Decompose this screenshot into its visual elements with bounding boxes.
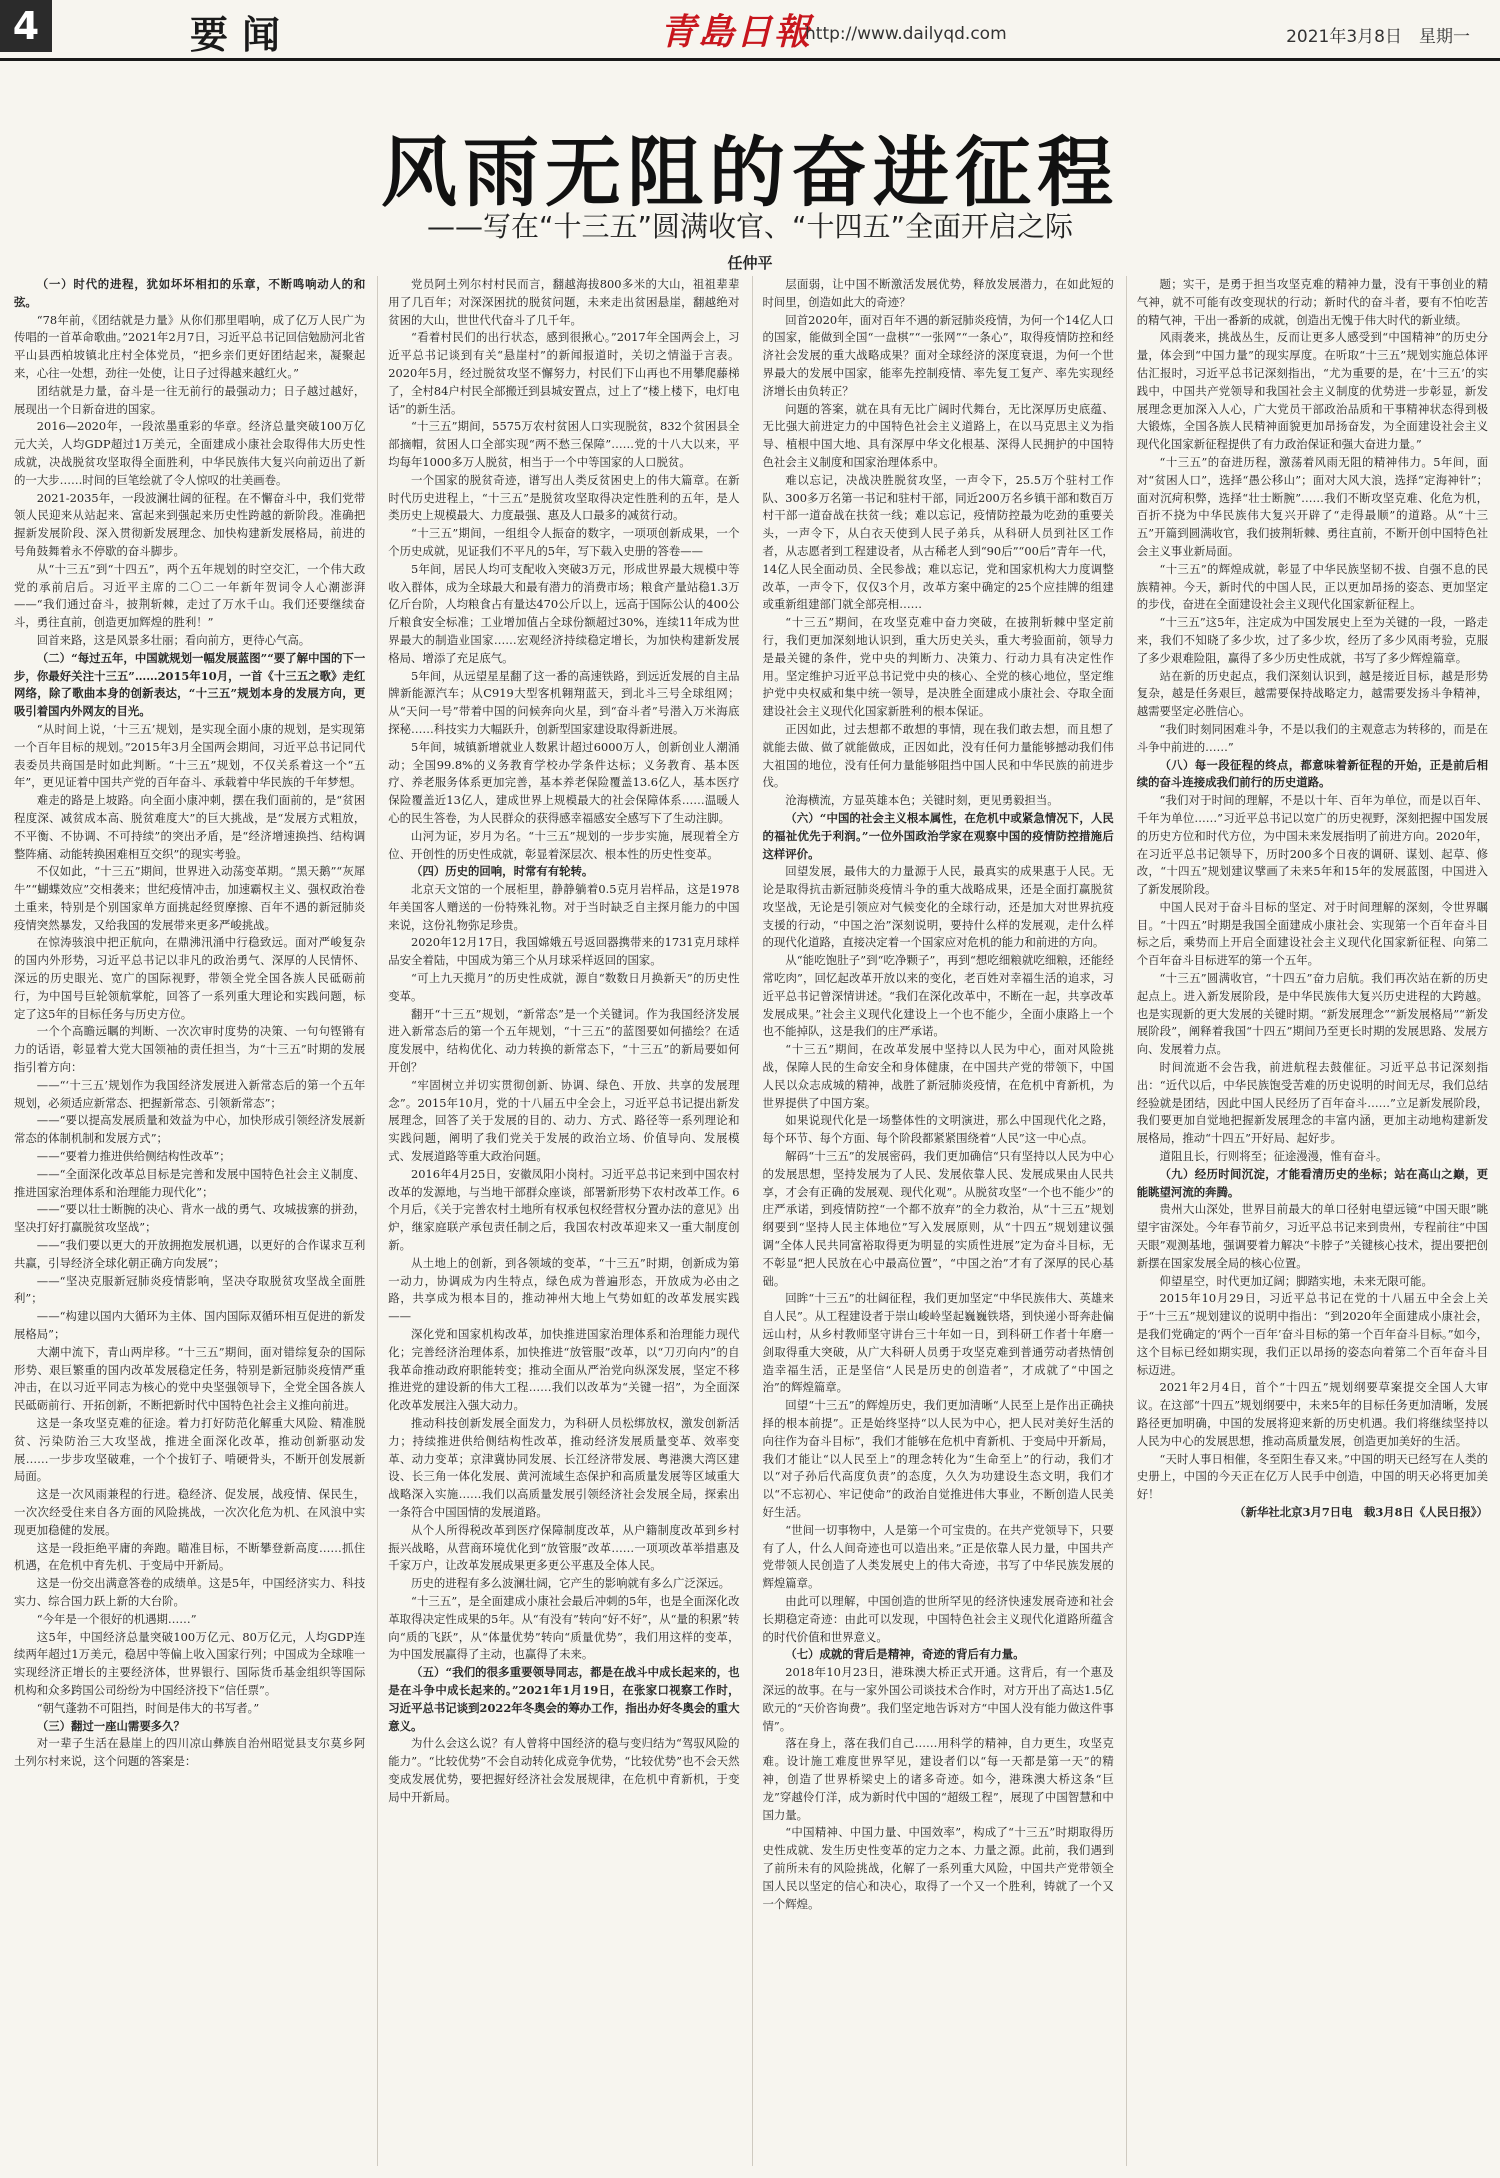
section-heading-paragraph: （三）翻过一座山需要多久？ — [36, 1718, 185, 1733]
body-paragraph: 5年间，从远望星星翻了这一番的高速铁路，到远近发展的自主品牌新能源汽车；从C919大型客机翱翔蓝天，到北斗三号全球组网；从“天问一号”带着中国的问候奔向火星，到“奋斗者”号潜入万米海底探秘……科技实力大幅跃升，创新型国家建设取得新进展。 — [388, 668, 740, 736]
subheadline: ——写在“十三五”圆满收官、“十四五”全面开启之际 — [426, 210, 1074, 243]
body-paragraph: 从“十三五”到“十四五”，两个五年规划的时空交汇，一个伟大政党的承前启后。习近平主席的二〇二一年新年贺词令人心潮澎湃——“我们通过奋斗，披荆斩棘，走过了万水千山。我们还要继续奋斗，勇往直前，创造更加辉煌的胜利！” — [14, 561, 366, 630]
body-paragraph: “从时间上说，‘十三五’规划，是实现全面小康的规划，是实现第一个百年目标的规划。”2015年3月全国两会期间，习近平总书记同代表委员共商国是时如此判断。“十三五”规划，不仅关系着这一个“五年”，更见证着中国共产党的百年奋斗、承载着中华民族的千年梦想。 — [14, 721, 366, 790]
section-heading-paragraph: （一）时代的进程，犹如坏坏相扣的乐章，不断鸣响动人的和弦。 — [14, 277, 366, 309]
section-heading-paragraph: （六）“中国的社会主义根本属性，在危机中或紧急情况下，人民的福祉优先于利润。”一位外国政治学家在观察中国的疫情防控措施后这样评价。 — [762, 810, 1114, 861]
section-heading-paragraph: （二）“每过五年，中国就规划一幅发展蓝图”“要了解中国的下一步，你最好关注十三五”……2015年10月，一首《十三五之歌》走红网络，除了歌曲本身的创新表达，“十三五”规划本身的发展方向，更吸引着国内外网友的目光。 — [14, 650, 366, 719]
body-paragraph: 落在身上，落在我们自己……用科学的精神，自力更生，攻坚克难。设计施工难度世界罕见，建设者们以“每一天都是第一天”的精神，创造了世界桥梁史上的诸多奇迹。如今，港珠澳大桥这条“巨龙”穿越伶仃洋，成为新时代中国的“超级工程”，展现了中国智慧和中国力量。 — [762, 1736, 1114, 1822]
body-paragraph: 解码“十三五”的发展密码，我们更加确信“只有坚持以人民为中心的发展思想，坚持发展为了人民、发展依靠人民、发展成果由人民共享，才会有正确的发展观、现代化观”。从脱贫攻坚“一个也不能少”的庄严承诺，到疫情防控“一个都不放弃”的全力救治，从“十三五”规划纲要到“坚持人民主体地位”写入发展原则，从“十四五”规划建议强调“全体人民共同富裕取得更为明显的实质性进展”定为奋斗目标，无不彰显“把人民放在心中最高位置”，“中国之治”才有了深厚的民心基础。 — [762, 1149, 1114, 1288]
section-heading-paragraph: （五）“我们的很多重要领导同志，都是在战斗中成长起来的，也是在斗争中成长起来的。”2021年1月19日，在张家口视察工作时，习近平总书记谈到2022年冬奥会的筹办工作，指出办好冬奥会的重大意义。 — [388, 1665, 740, 1733]
body-paragraph: 回首2020年，面对百年不遇的新冠肺炎疫情，为何一个14亿人口的国家，能做到全国“一盘棋”“一张网”“一条心”，取得疫情防控和经济社会发展的重大战略成果？面对全球经济的深度衰退，为何一个世界最大的发展中国家，能率先控制疫情、率先复工复产、率先实现经济增长由负转正？ — [762, 312, 1114, 398]
body-paragraph: “天时人事日相催，冬至阳生春又来。”中国的明天已经写在人类的史册上，中国的今天正在亿万人民手中创造，中国的明天必将更加美好！ — [1136, 1451, 1488, 1502]
body-paragraph: ——“要以提高发展质量和效益为中心，加快形成引领经济发展新常态的体制机制和发展方式”； — [14, 1113, 366, 1146]
body-paragraph: 中国人民对于奋斗目标的坚定、对于时间理解的深刻，令世界瞩目。“十四五”时期是我国全面建成小康社会、实现第一个百年奋斗目标之后，乘势而上开启全面建设社会主义现代化国家新征程、向第二个百年奋斗目标进军的第一个五年。 — [1136, 899, 1488, 968]
body-paragraph: “今年是一个很好的机遇期……” — [36, 1611, 197, 1626]
body-paragraph: 难走的路是上坡路。向全面小康冲刺，摆在我们面前的，是“贫困程度深、减贫成本高、脱贫难度大”的巨大挑战，是“发展方式粗放，不平衡、不协调、不可持续”的突出矛盾，是“经济增速换挡、结构调整阵痛、动能转换困难相互交织”的现实考验。 — [14, 793, 366, 861]
body-paragraph: 仰望星空，时代更加辽阔；脚踏实地，未来无限可能。 — [1159, 1273, 1433, 1288]
body-paragraph: ——“‘十三五’规划作为我国经济发展进入新常态后的第一个五年规划，必须适应新常态、把握新常态、引领新常态”； — [14, 1077, 366, 1110]
author-byline: 任仲平 — [727, 254, 773, 272]
body-paragraph: ——“要着力推进供给侧结构性改革”； — [36, 1149, 231, 1164]
body-paragraph: 推动科技创新发展全面发力，为科研人员松绑放权，激发创新活力；持续推进供给侧结构性改革，推动经济发展质量变革、效率变革、动力变革；京津冀协同发展、长江经济带发展、粤港澳大湾区建设、长三角一体化发展、黄河流域生态保护和高质量发展等区域重大战略深入实施……我们以高质量发展引领经济社会发展全局，探索出一条符合中国国情的发展道路。 — [388, 1416, 740, 1519]
body-paragraph: 问题的答案，就在具有无比广阔时代舞台，无比深厚历史底蕴、无比强大前进定力的中国特色社会主义道路上，在以马克思主义为指导、植根中国大地、具有深厚中华文化根基、深得人民拥护的中国特色社会主义制度和国家治理体系中。 — [762, 401, 1114, 469]
section-heading-paragraph: （九）经历时间沉淀，才能看清历史的坐标；站在高山之巅，更能眺望河流的奔腾。 — [1136, 1166, 1488, 1199]
body-paragraph: 道阻且长，行则将至；征途漫漫，惟有奋斗。 — [1159, 1149, 1388, 1164]
body-paragraph: 回望“十三五”的辉煌历史，我们更加清晰“人民至上是作出正确抉择的根本前提”。正是始终坚持“以人民为中心，把人民对美好生活的向往作为奋斗目标”，我们才能够在危机中育新机、于变局中开新局，我们才能让“以人民至上”的理念转化为“生命至上”的行动，我们才以“对子孙后代高度负责”的态度，久久为功建设生态文明，我们才以“不忘初心、牢记使命”的政治自觉推进伟大事业，不断创造人民美好生活。 — [762, 1398, 1114, 1519]
body-paragraph: ——“构建以国内大循环为主体、国内国际双循环相互促进的新发展格局”； — [14, 1309, 366, 1342]
body-paragraph: 为什么会这么说？有人曾将中国经济的稳与变归结为“驾驭风险的能力”。“比较优势”不会自动转化成竞争优势，“比较优势”也不会天然变成发展优势，要把握好经济社会发展规律，在危机中育新机，于变局中开新局。 — [388, 1736, 740, 1804]
section-heading-paragraph: （四）历史的回响，时常有有轮转。 — [411, 864, 594, 879]
body-paragraph: 一个国家的脱贫奇迹，谱写出人类反贫困史上的伟大篇章。在新时代历史进程上，“十三五”是脱贫攻坚取得决定性胜利的五年，是人类历史上规模最大、力度最强、惠及人口最多的减贫行动。 — [388, 472, 740, 523]
body-paragraph: 团结就是力量，奋斗是一往无前行的最强动力；日子越过越好，展现出一个日新奋进的国家。 — [14, 383, 366, 416]
body-paragraph: 2020年12月17日，我国嫦娥五号返回器携带来的1731克月球样品安全着陆，中国成为第三个从月球采样返回的国家。 — [388, 935, 740, 968]
issue-date: 2021年3月8日 星期一 — [1286, 27, 1470, 47]
body-paragraph: ——“全面深化改革总目标是完善和发展中国特色社会主义制度、推进国家治理体系和治理能力现代化”； — [14, 1166, 366, 1199]
body-paragraph: 2015年10月29日，习近平总书记在党的十八届五中全会上关于“十三五”规划建议的说明中指出：“到2020年全面建成小康社会，是我们党确定的‘两个一百年’奋斗目标的第一个百年奋斗目标。”如今，这个目标已经如期实现，我们正以昂扬的姿态向着第二个百年奋斗目标迈进。 — [1136, 1291, 1488, 1377]
newspaper-logo: 青島日報 — [660, 11, 813, 53]
body-paragraph: 一个个高瞻远瞩的判断、一次次审时度势的决策、一句句铿锵有力的话语，彰显着大党大国领袖的责任担当，为“十三五”时期的发展指引着方向： — [14, 1024, 366, 1075]
body-paragraph: 大潮中流下，青山两岸移。“十三五”期间，面对错综复杂的国际形势、艰巨繁重的国内改革发展稳定任务，特别是新冠肺炎疫情严重冲击，在以习近平同志为核心的党中央坚强领导下，全党全国各族人民砥砺前行、开拓创新，不断把新时代中国特色社会主义推向前进。 — [14, 1344, 366, 1413]
body-paragraph: “朝气蓬勃不可阻挡，时间是伟大的书写者。” — [36, 1700, 260, 1715]
body-paragraph: 从个人所得税改革到医疗保障制度改革，从户籍制度改革到乡村振兴战略，从营商环境优化到“放管服”改革……一项项改革举措惠及千家万户，让改革发展成果更多更公平惠及全体人民。 — [388, 1522, 740, 1573]
body-paragraph: “可上九天揽月”的历史性成就，源自“数数日月换新天”的历史性变革。 — [388, 971, 740, 1003]
body-paragraph: “十三五”期间，在攻坚克难中奋力突破，在披荆斩棘中坚定前行，我们更加深刻地认识到，重大历史关头，重大考验面前，领导力是最关键的条件，党中央的判断力、决策力、行动力具有决定性作用。坚定维护习近平总书记党中央的核心、全党的核心地位，坚定维护党中央权威和集中统一领导，是决胜全面建成小康社会、夺取全面建设社会主义现代化国家新胜利的根本保证。 — [762, 615, 1114, 719]
body-paragraph: “十三五”的奋进历程，激荡着风雨无阻的精神伟力。5年间，面对“贫困人口”，选择“愚公移山”；面对大风大浪，选择“定海神针”；面对沉疴积弊，选择“壮士断腕”……我们不断攻坚克难、化危为机，百折不挠为中华民族伟大复兴开辟了“走得最顺”的道路。从“十三五”开篇到圆满收官，我们披荆斩棘、勇往直前，不断开创中国特色社会主义事业新局面。 — [1136, 454, 1488, 558]
body-paragraph: “十三五”期间，在改革发展中坚持以人民为中心，面对风险挑战，保障人民的生命安全和身体健康，在中国共产党的带领下，中国人民以众志成城的精神，战胜了新冠肺炎疫情，在危机中育新机，为世界提供了中国方案。 — [762, 1042, 1114, 1110]
body-paragraph: 北京天文馆的一个展柜里，静静躺着0.5克月岩样品，这是1978年美国客人赠送的一份特殊礼物。对于当时缺乏自主探月能力的中国来说，这份礼物弥足珍贵。 — [388, 882, 740, 932]
body-paragraph: 2018年10月23日，港珠澳大桥正式开通。这背后，有一个惠及深远的故事。在与一家外国公司谈技术合作时，对方开出了高达1.5亿欧元的“天价咨询费”。我们坚定地告诉对方“中国人没有能力做这件事情”。 — [762, 1665, 1114, 1733]
body-paragraph: “十三五”，是全面建成小康社会最后冲刺的5年，也是全面深化改革取得决定性成果的5年。从“有没有”转向“好不好”，从“量的积累”转向“质的飞跃”，从“体量优势”转向“质量优势”，我们用这样的变革，为中国发展赢得了主动，也赢得了未来。 — [388, 1593, 740, 1662]
body-paragraph: 历史的进程有多么波澜壮阔，它产生的影响就有多么广泛深远。 — [411, 1576, 730, 1591]
article-column — [752, 276, 1114, 2166]
body-paragraph: “十三五”圆满收官，“十四五”奋力启航。我们再次站在新的历史起点上。进入新发展阶段，是中华民族伟大复兴历史进程的大跨越。也是实现新的更大发展的关键时期。“新发展理念”“新发展格局”“新发展阶段”，阐释着我国“十四五”期间乃至更长时期的发展思路、发展方向、发展着力点。 — [1136, 971, 1488, 1057]
section-heading-paragraph: （七）成就的背后是精神，奇迹的背后有力量。 — [785, 1647, 1025, 1662]
body-paragraph: 在惊涛骇浪中把正航向，在鼎沸汛涌中行稳致远。面对严峻复杂的国内外形势，习近平总书记以非凡的政治勇气、深厚的人民情怀、深远的历史眼光、宽广的国际视野，带领全党全国各族人民砥砺前行，为中国号巨轮领航掌舵，回答了一系列重大理论和实践问题，标定了这5年的目标任务与历史方位。 — [14, 935, 366, 1021]
body-paragraph: 对一辈子生活在悬崖上的四川凉山彝族自治州昭觉县支尔莫乡阿土列尔村来说，这个问题的答案是： — [14, 1736, 366, 1769]
article-column — [377, 276, 739, 2166]
body-paragraph: “78年前，《团结就是力量》从你们那里唱响，成了亿万人民广为传唱的一首革命歌曲。”2021年2月7日，习近平总书记回信勉励河北省平山县西柏坡镇北庄村全体党员，“把乡亲们更好团结起来，凝聚起来，心往一处想，劲往一处使，让日子过得越来越红火。” — [14, 312, 366, 380]
body-paragraph: 翻开“十三五”规划，“新常态”是一个关键词。作为我国经济发展进入新常态后的第一个五年规划，“十三五”的蓝图要如何描绘？在适度发展中，结构优化、动力转换的新常态下，“十三五”的新局要如何开创？ — [388, 1006, 740, 1075]
body-paragraph: “世间一切事物中，人是第一个可宝贵的。在共产党领导下，只要有了人，什么人间奇迹也可以造出来。”正是依靠人民力量，中国共产党带领人民创造了人类发展史上的伟大奇迹，书写了中华民族发展的辉煌篇章。 — [762, 1522, 1114, 1591]
website-url[interactable]: http://www.dailyqd.com — [805, 24, 1007, 44]
article-column — [1126, 276, 1488, 2166]
body-paragraph: 回首来路，这是风景多壮丽；看向前方，更待心气高。 — [36, 632, 311, 647]
body-paragraph: 从土地上的创新，到各领域的变革，“十三五”时期，创新成为第一动力，协调成为内生特点，绿色成为普遍形态，开放成为必由之路，共享成为根本目的，推动神州大地上气势如虹的改革发展实践—— — [388, 1255, 740, 1324]
body-paragraph: 沧海横流，方显英雄本色；关键时刻，更见勇毅担当。 — [785, 793, 1059, 808]
body-paragraph: “中国精神、中国力量、中国效率”，构成了“十三五”时期取得历史性成就、发生历史性变革的定力之本、力量之源。此前，我们遇到了前所未有的风险挑战，化解了一系列重大风险，中国共产党带领全国人民以坚定的信心和决心，取得了一个又一个胜利，铸就了一个又一个辉煌。 — [762, 1825, 1114, 1911]
body-paragraph: “十三五”的辉煌成就，彰显了中华民族坚韧不拔、自强不息的民族精神。今天，新时代的中国人民，正以更加昂扬的姿态、更加坚定的步伐，奋进在全面建设社会主义现代化国家新征程上。 — [1136, 561, 1488, 612]
body-paragraph: 党员阿土列尔村村民而言，翻越海拔800多米的大山，祖祖辈辈用了几百年；对深深困扰的脱贫问题，未来走出贫困悬崖，翻越绝对贫困的大山，世世代代奋斗了几千年。 — [388, 277, 740, 327]
article-column — [14, 276, 365, 2166]
body-paragraph: 2021年2月4日，首个“十四五”规划纲要草案提交全国人大审议。在这部“十四五”规划纲要中，未来5年的目标任务更加清晰，发展路径更加明确，中国的发展将迎来新的历史机遇。我们将继续坚持以人民为中心的发展思想，推动高质量发展，创造更加美好的生活。 — [1136, 1380, 1488, 1448]
body-paragraph: 时间流逝不会告我，前进航程去鼓催征。习近平总书记深刻指出：“近代以后，中华民族饱受苦难的历史说明的时间无尽，我们总结经验就是团结，因此中国人民经历了百年奋斗……”立足新发展阶段，我们要更加自觉地把握新发展理念的丰富内涵，更加主动地构建新发展格局，推动“十四五”开好局、起好步。 — [1136, 1060, 1488, 1146]
body-paragraph: 5年间，居民人均可支配收入突破3万元，形成世界最大规模中等收入群体，成为全球最大和最有潜力的消费市场；粮食产量站稳1.3万亿斤台阶，人均粮食占有量达470公斤以上，远高于国际公认的400公斤粮食安全标准；工业增加值占全球份额超过30%，连续11年成为世界最大的制造业国家……宏观经济持续稳定增长，为加快构建新发展格局、增添了充足底气。 — [388, 561, 740, 665]
body-paragraph: 这是一次风雨兼程的行进。稳经济、促发展，战疫情、保民生，一次次经受住来自各方面的风险挑战，一次次化危为机、在风浪中实现更加稳健的发展。 — [14, 1487, 366, 1537]
headline: 风雨无阻的奋进征程 — [381, 128, 1119, 217]
body-paragraph: 这是一份交出满意答卷的成绩单。这是5年，中国经济实力、科技实力、综合国力跃上新的大台阶。 — [14, 1576, 366, 1608]
page-header — [0, 0, 1500, 61]
body-paragraph: ——“坚决克服新冠肺炎疫情影响，坚决夺取脱贫攻坚战全面胜利”； — [14, 1273, 366, 1306]
body-paragraph: “十三五”这5年，注定成为中国发展史上至为关键的一段，一路走来，我们不知晓了多少坎，过了多少坎，经历了多少风雨考验，克服了多少艰难险阻，赢得了多少历史性成就，书写了多少辉煌篇章。 — [1136, 615, 1488, 665]
section-heading-paragraph: （新华社北京3月7日电 载3月8日《人民日报》） — [1234, 1504, 1488, 1519]
body-paragraph: “我们对于时间的理解，不是以十年、百年为单位，而是以百年、千年为单位……”习近平总书记以宽广的历史视野，深刻把握中国发展的历史方位和时代方位，为中国未来发展指明了前进方向。2020年，在习近平总书记领导下，历时200多个日夜的调研、谋划、起草、修改，“十四五”规划建议擘画了未来5年和15年的发展蓝图，中国进入了新发展阶段。 — [1136, 793, 1488, 897]
article-body — [14, 276, 1488, 2166]
body-paragraph: 回望发展，最伟大的力量源于人民，最真实的成果惠于人民。无论是取得抗击新冠肺炎疫情斗争的重大战略成果，还是全面打赢脱贫攻坚战，无论是引领应对气候变化的全球行动，还是加大对世界抗疫支援的行动，“中国之治”深刻说明，要持什么样的发展观，走什么样的现代化道路，直接决定着一个国家应对危机的能力和前进的方向。 — [762, 864, 1114, 950]
body-paragraph: 如果说现代化是一场整体性的文明演进，那么中国现代化之路，每个环节、每个方面、每个阶段都紧紧围绕着“人民”这一中心点。 — [762, 1113, 1114, 1146]
section-heading-paragraph: （八）每一段征程的终点，都意味着新征程的开始，正是前后相续的奋斗连接成我们前行的历史道路。 — [1136, 757, 1488, 790]
body-paragraph: 题；实干，是勇于担当攻坚克难的精神力量，没有干事创业的精气神，就不可能有改变现状的行动；新时代的奋斗者，要有不怕吃苦的精气神，干出一番新的成就，创造出无愧于伟大时代的新业绩。 — [1136, 277, 1488, 327]
body-paragraph: 这5年，中国经济总量突破100万亿元、80万亿元，人均GDP连续两年超过1万美元，稳居中等偏上收入国家行列；中国成为全球唯一实现经济正增长的主要经济体，世界银行、国际货币基金组织等国际机构和众多跨国公司纷纷为中国经济投下“信任票”。 — [14, 1629, 366, 1697]
body-paragraph: 这是一段拒绝平庸的奔跑。瞄准目标，不断攀登新高度……抓住机遇，在危机中育先机、于变局中开新局。 — [14, 1540, 366, 1573]
body-paragraph: 站在新的历史起点，我们深刻认识到，越是接近目标，越是形势复杂，越是任务艰巨，越需要保持战略定力，越需要发扬斗争精神，越需要坚定必胜信心。 — [1136, 668, 1488, 719]
body-paragraph: “看着村民们的出行状态，感到很揪心。”2017年全国两会上，习近平总书记谈到有关“悬崖村”的新闻报道时，关切之情溢于言表。2020年5月，经过脱贫攻坚不懈努力，村民们下山再也不用攀爬藤梯了，全村84户村民全部搬迁到县城安置点，过上了“楼上楼下，电灯电话”的新生活。 — [388, 330, 740, 416]
body-paragraph: 2021-2035年，一段波澜壮阔的征程。在不懈奋斗中，我们党带领人民迎来从站起来、富起来到强起来历史性跨越的新阶段。准确把握新发展阶段、深入贯彻新发展理念、加快构建新发展格局，前进的号角鼓舞着永不停歇的奋斗脚步。 — [14, 490, 366, 558]
body-paragraph: “我们时刻同困难斗争，不是以我们的主观意志为转移的，而是在斗争中前进的……” — [1136, 721, 1488, 754]
body-paragraph: 深化党和国家机构改革，加快推进国家治理体系和治理能力现代化；完善经济治理体系，加快推进“放管服”改革，以“刀刃向内”的自我革命推动政府职能转变；推动全面从严治党向纵深发展，坚定不移推进党的建设新的伟大工程……我们以改革为“关键一招”，为全面深化改革发展注入强大动力。 — [388, 1327, 740, 1413]
page-number: 4 — [0, 0, 52, 52]
section-name: 要闻 — [190, 12, 295, 57]
body-paragraph: 由此可以理解，中国创造的世所罕见的经济快速发展奇迹和社会长期稳定奇迹：由此可以发现，中国特色社会主义现代化道路所蕴含的时代价值和世界意义。 — [762, 1593, 1114, 1644]
body-paragraph: 回眸“十三五”的壮阔征程，我们更加坚定“中华民族伟大、英雄来自人民”。从工程建设者于崇山峻岭坚起巍巍铁塔，到快递小哥奔赴偏远山村，从乡村教师坚守讲台三十年如一日，到科研工作者十年磨一剑取得重大突破，从广大科研人员勇于攻坚克难到普通劳动者热情创造幸福生活，正是坚信“人民是历史的创造者”，才成就了“中国之治”的辉煌篇章。 — [762, 1291, 1114, 1395]
body-paragraph: 从“能吃饱肚子”到“吃净颗子”，再到“想吃细粮就吃细粮，还能经常吃肉”，回忆起改革开放以来的变化，老百姓对幸福生活的追求，习近平总书记曾深情讲述。“我们在深化改革中，不断在一起，共享改革发展成果。”社会主义现代化建设上一个也不能少，全面小康路上一个也不能掉队，这是我们的庄严承诺。 — [762, 953, 1114, 1039]
body-paragraph: “十三五”期间，一组组令人振奋的数字，一项项创新成果，一个个历史成就，见证我们不平凡的5年，写下载入史册的答卷—— — [388, 526, 740, 558]
body-paragraph: 山河为证，岁月为名。“十三五”规划的一步步实施，展现着全方位、开创性的历史性成就，彰显着深层次、根本性的历史性变革。 — [388, 828, 740, 861]
body-paragraph: “十三五”期间，5575万农村贫困人口实现脱贫，832个贫困县全部摘帽，贫困人口全部实现“两不愁三保障”……党的十八大以来，平均每年1000多万人脱贫，相当于一个中等国家的人口脱贫。 — [388, 419, 740, 469]
body-paragraph: 不仅如此，“十三五”期间，世界进入动荡变革期。“黑天鹅”“灰犀牛”“蝴蝶效应”交相袭来；世纪疫情冲击，加速霸权主义、强权政治卷土重来，特别是个别国家单方面挑起经贸摩擦、百年不遇的新冠肺炎疫情突然暴发，又给我国的发展带来更多严峻挑战。 — [14, 864, 366, 932]
body-paragraph: 2016—2020年，一段浓墨重彩的华章。经济总量突破100万亿元大关，人均GDP超过1万美元，全面建成小康社会取得伟大历史性成就，决战脱贫攻坚取得全面胜利，中华民族伟大复兴向前迈出了新的一大步……时间的巨笔绘就了令人惊叹的壮美画卷。 — [14, 419, 366, 487]
body-paragraph: ——“我们要以更大的开放拥抱发展机遇，以更好的合作谋求互利共赢，引导经济全球化朝正确方向发展”； — [14, 1238, 366, 1270]
body-paragraph: 贵州大山深处，世界目前最大的单口径射电望远镜“中国天眼”眺望宇宙深处。今年春节前夕，习近平总书记来到贵州，专程前往“中国天眼”观测基地，强调要着力解决“卡脖子”关键核心技术，提出要把创新摆在国家发展全局的核心位置。 — [1136, 1202, 1488, 1270]
body-paragraph: ——“要以壮士断腕的决心、背水一战的勇气、攻城拔寨的拼劲，坚决打好打赢脱贫攻坚战”； — [14, 1202, 366, 1235]
body-paragraph: 2016年4月25日，安徽凤阳小岗村。习近平总书记来到中国农村改革的发源地，与当地干部群众座谈，部署新形势下农村改革工作。6个月后，《关于完善农村土地所有权承包权经营权分置办法的意见》出炉，继家庭联产承包责任制之后，我国农村改革迎来又一重大制度创新。 — [388, 1166, 740, 1253]
body-paragraph: 风雨袭来，挑战丛生，反而让更多人感受到“中国精神”的历史分量，体会到“中国力量”的现实厚度。在听取“十三五”规划实施总体评估汇报时，习近平总书记深刻指出，“尤为重要的是，在‘十三五’的实践中，中国共产党领导和我国社会主义制度的优势进一步彰显，新发展理念更加深入人心，广大党员干部政治品质和干事精神状态得到极大锻炼，全国各族人民精神面貌更加昂扬奋发，为全面建设社会主义现代化国家新征程提供了有力政治保证和强大奋进力量。” — [1136, 330, 1488, 452]
body-paragraph: 正因如此，过去想都不敢想的事情，现在我们敢去想，而且想了就能去做、做了就能做成，正因如此，没有任何力量能够撼动我们伟大祖国的地位，没有任何力量能够阻挡中国人民和中华民族的前进步伐。 — [762, 721, 1114, 790]
body-paragraph: 5年间，城镇新增就业人数累计超过6000万人，创新创业人潮涌动；全国99.8%的义务教育学校办学条件达标；义务教育、基本医疗、养老服务体系更加完善，基本养老保险覆盖13.6亿人，基本医疗保险覆盖近13亿人，建成世界上规模最大的社会保障体系……温暖人心的民生答卷，为人民群众的获得感幸福感安全感写下了生动注脚。 — [388, 739, 740, 825]
body-paragraph: 这是一条攻坚克难的征途。着力打好防范化解重大风险、精准脱贫、污染防治三大攻坚战，推进全面深化改革，推动创新驱动发展……一步步攻坚破难，一个个拔钉子、啃硬骨头，不断开创发展新局面。 — [14, 1416, 366, 1484]
body-paragraph: “牢固树立并切实贯彻创新、协调、绿色、开放、共享的发展理念”。2015年10月，党的十八届五中全会上，习近平总书记提出新发展理念，回答了关于发展的目的、动力、方式、路径等一系列理论和实践问题，阐明了我们党关于发展的政治立场、价值导向、发展模式、发展道路等重大政治问题。 — [388, 1077, 740, 1164]
body-paragraph: 层面弱，让中国不断激活发展优势，释放发展潜力，在如此短的时间里，创造如此大的奇迹？ — [762, 277, 1114, 309]
body-paragraph: 难以忘记，决战决胜脱贫攻坚，一声令下，25.5万个驻村工作队、300多万名第一书记和驻村干部，同近200万名乡镇干部和数百万村干部一道奋战在扶贫一线；难以忘记，疫情防控最为吃劲的重要关头，一声令下，从白衣天使到人民子弟兵，从科研人员到社区工作者，从志愿者到工程建设者，从古稀老人到“90后”“00后”青年一代，14亿人民全面动员、全民参战；难以忘记，党和国家机构大力度调整改革，一声令下，仅仅3个月，改革方案中确定的25个应挂牌的组建或重新组建部门就全部亮相…… — [762, 472, 1114, 612]
